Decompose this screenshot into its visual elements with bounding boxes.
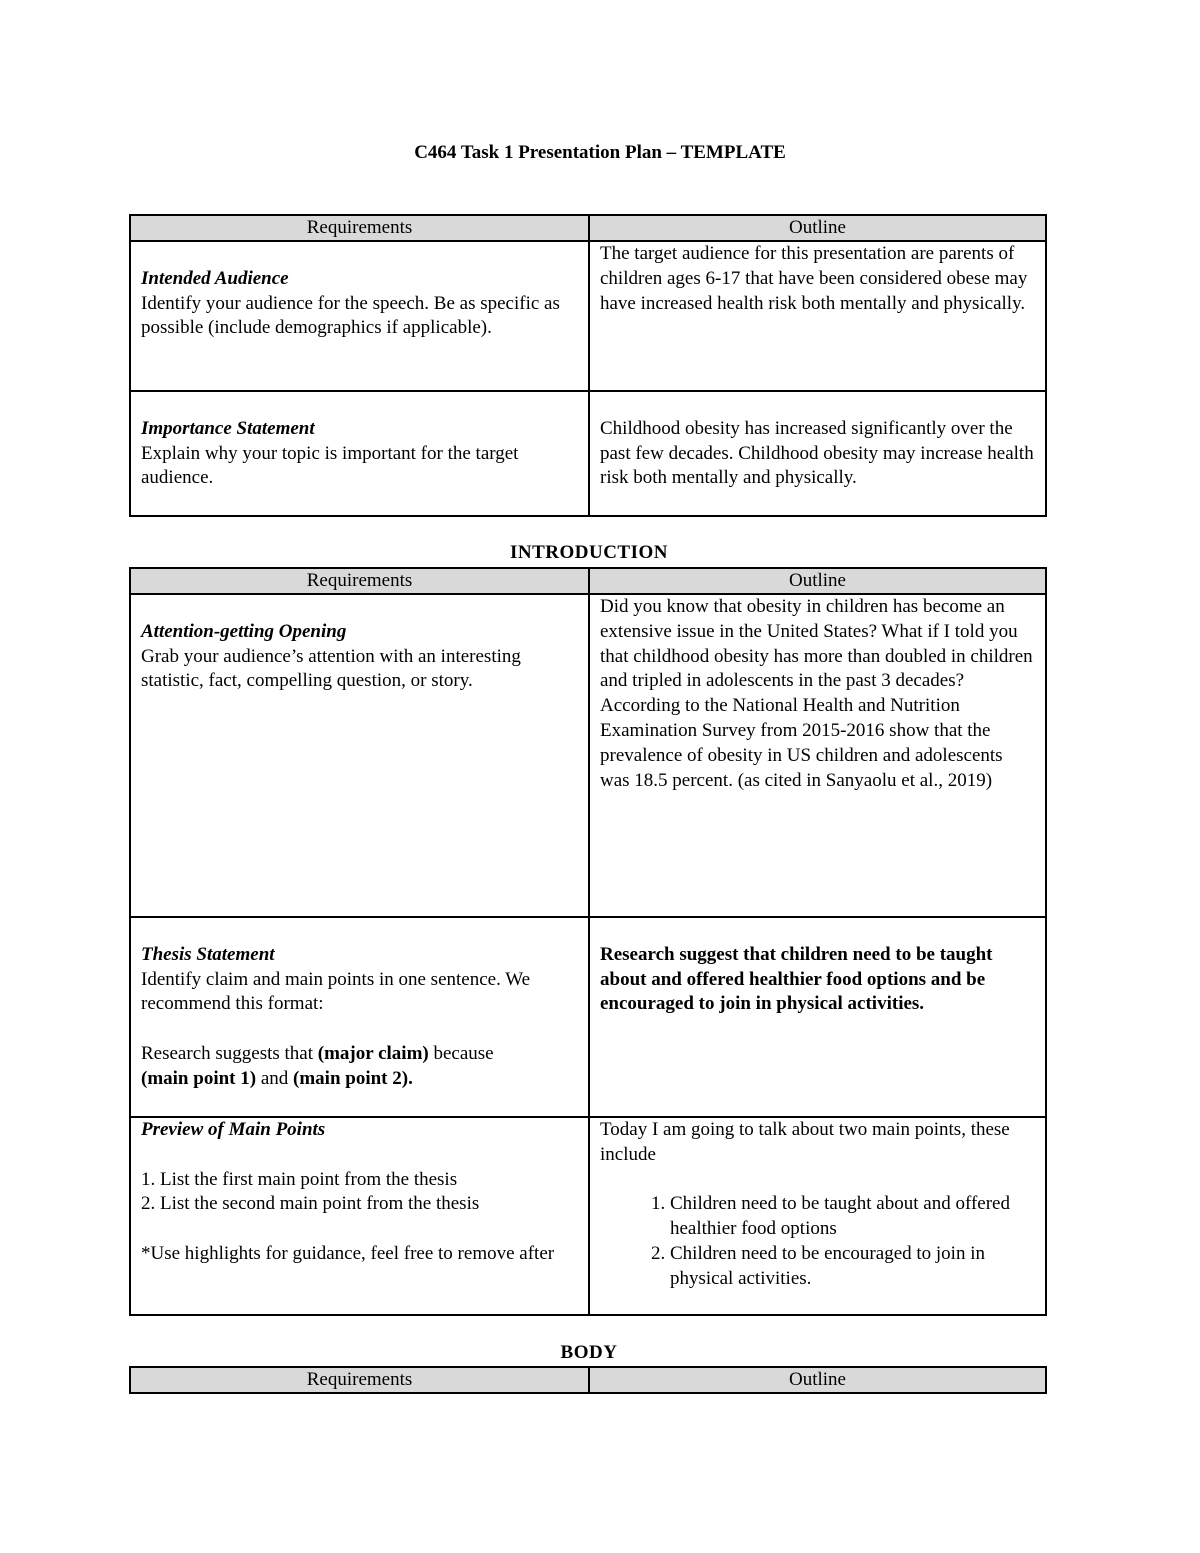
audience-row xyxy=(130,241,1046,391)
thesis-outline-text: Research suggest that children need to be taught about and offered healthier food options and be encouraged to join in physical activities. xyxy=(600,943,993,1015)
body-heading: BODY xyxy=(560,1342,618,1363)
thesis-requirement-cell xyxy=(130,917,589,1117)
requirements-header: Requirements xyxy=(130,215,589,241)
plan-table xyxy=(129,214,1047,517)
importance-requirement-cell xyxy=(130,391,589,516)
thesis-description: Identify claim and main points in one sentence. We recommend this format: xyxy=(141,968,531,1015)
outline-header: Outline xyxy=(589,568,1046,594)
preview-outline-intro: Today I am going to talk about two main points, these include xyxy=(600,1119,1010,1165)
importance-label: Importance Statement xyxy=(141,417,315,439)
audience-label: Intended Audience xyxy=(141,267,289,289)
thesis-row xyxy=(130,917,1046,1117)
preview-outline-list xyxy=(600,1192,1035,1291)
preview-requirement-cell xyxy=(130,1117,589,1315)
list-item: 2. Children need to be encouraged to join in physical activities. xyxy=(670,1242,1035,1292)
thesis-label: Thesis Statement xyxy=(141,943,275,965)
attention-requirement-cell xyxy=(130,594,589,917)
list-item: 1. Children need to be taught about and offered healthier food options xyxy=(670,1192,1035,1242)
outline-header: Outline xyxy=(589,1367,1046,1393)
preview-row xyxy=(130,1117,1046,1315)
introduction-table xyxy=(129,567,1047,1316)
importance-outline-cell[interactable] xyxy=(589,391,1046,516)
preview-outline-cell[interactable] xyxy=(589,1117,1046,1315)
thesis-format: Research suggests that (major claim) because (main point 1) and (main point 2). xyxy=(141,1042,494,1089)
attention-row xyxy=(130,594,1046,917)
introduction-heading: INTRODUCTION xyxy=(509,542,669,563)
header-row xyxy=(130,568,1046,594)
thesis-outline-cell[interactable] xyxy=(589,917,1046,1117)
attention-label: Attention-getting Opening xyxy=(141,620,347,642)
importance-row xyxy=(130,391,1046,516)
preview-note: *Use highlights for guidance, feel free to remove after xyxy=(141,1242,555,1264)
audience-description: Identify your audience for the speech. Be as specific as possible (include demographics if applicable). xyxy=(141,292,560,339)
outline-header: Outline xyxy=(589,215,1046,241)
body-table xyxy=(129,1366,1047,1394)
header-row xyxy=(130,215,1046,241)
page-title: C464 Task 1 Presentation Plan – TEMPLATE xyxy=(414,142,786,163)
requirements-header: Requirements xyxy=(130,568,589,594)
header-row xyxy=(130,1367,1046,1393)
preview-label: Preview of Main Points xyxy=(141,1119,326,1140)
attention-outline-cell[interactable]: Did you know that obesity in children has become an extensive issue in the United States? What if I told you that childhood obesity has more than doubled in children and tripled in adolescents in the past 3 decades? According to the National Health and Nutrition Examination Survey from 2015-2016 show that the prevalence of obesity in US children and adolescents was 18.5 percent. (as cited in Sanyaolu et al., 2019) xyxy=(589,594,1046,917)
preview-item-2: 2. List the second main point from the thesis xyxy=(141,1193,480,1215)
preview-item-1: 1. List the first main point from the thesis xyxy=(141,1168,458,1190)
attention-description: Grab your audience’s attention with an interesting statistic, fact, compelling question, or story. xyxy=(141,645,521,692)
requirements-header: Requirements xyxy=(130,1367,589,1393)
importance-description: Explain why your topic is important for the target audience. xyxy=(141,442,519,489)
importance-outline-text: Childhood obesity has increased significantly over the past few decades. Childhood obesity may increase health risk both mentally and physically. xyxy=(600,417,1034,489)
audience-requirement-cell xyxy=(130,241,589,391)
audience-outline-cell[interactable]: The target audience for this presentation are parents of children ages 6-17 that have been considered obese may have increased health risk both mentally and physically. xyxy=(589,241,1046,391)
